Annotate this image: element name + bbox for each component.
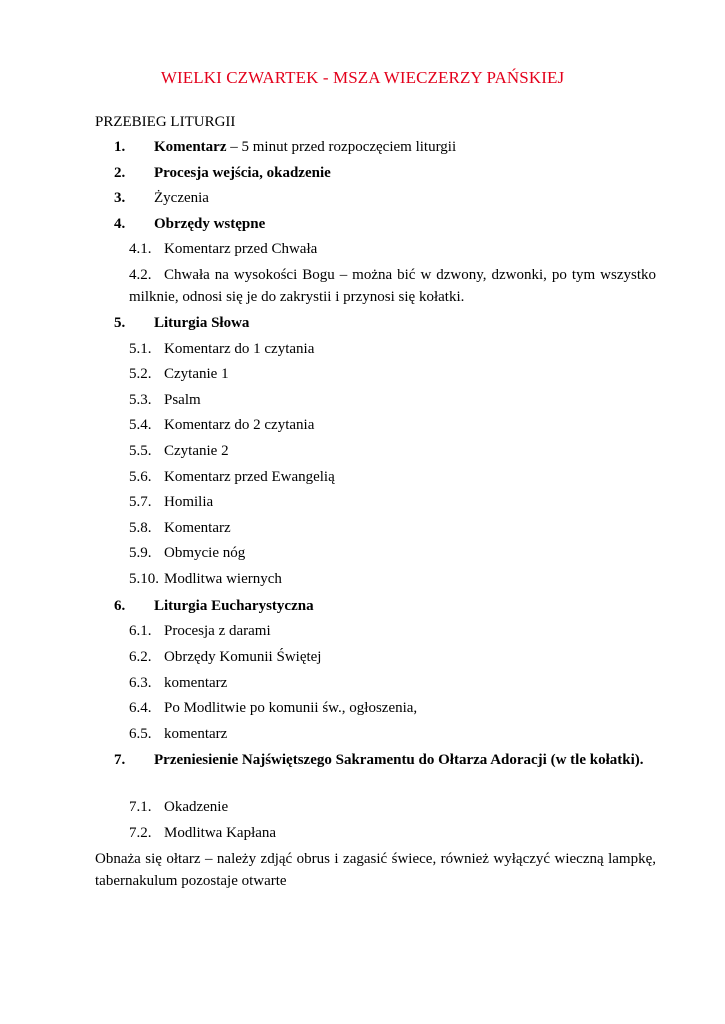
list-item-number: 1. <box>114 139 126 155</box>
section-heading: PRZEBIEG LITURGII <box>95 114 236 130</box>
sub-item-number: 5.5. <box>129 443 152 459</box>
sub-item-number: 5.8. <box>129 520 152 536</box>
list-item-number: 6. <box>114 598 126 614</box>
sub-item-text: Procesja z darami <box>164 623 271 639</box>
sub-item-number: 6.4. <box>129 700 152 716</box>
sub-item-number: 4.2. <box>129 267 152 283</box>
sub-item-text: Komentarz <box>164 520 231 536</box>
list-item-number: 4. <box>114 216 126 232</box>
sub-item-text: komentarz <box>164 726 228 742</box>
sub-item-text: Komentarz do 2 czytania <box>164 417 315 433</box>
sub-item-number: 5.10. <box>129 571 159 587</box>
sub-item-text: Chwała na wysokości Bogu – można bić w dzwony, dzwonki, po tym wszystko milknie, odnosi się je do zakrystii i przynosi się kołatki. <box>129 267 656 305</box>
sub-item-number: 5.3. <box>129 392 152 408</box>
sub-item-number: 5.2. <box>129 366 152 382</box>
list-item-bold-text: Obrzędy wstępne <box>154 216 266 232</box>
sub-item-text: Czytanie 2 <box>164 443 229 459</box>
list-item-number: 5. <box>114 315 126 331</box>
sub-item-text: Komentarz do 1 czytania <box>164 341 315 357</box>
sub-item-text: Obrzędy Komunii Świętej <box>164 649 322 665</box>
list-item-text: – 5 minut przed rozpoczęciem liturgii <box>226 139 457 155</box>
sub-item-number: 6.2. <box>129 649 152 665</box>
list-item-text: Przeniesienie Najświętszego Sakramentu do Ołtarza Adoracji (w tle kołatki). <box>154 752 644 768</box>
sub-item-text: Komentarz przed Chwała <box>164 241 318 257</box>
sub-item-number: 4.1. <box>129 241 152 257</box>
sub-item-4-2 <box>129 264 656 308</box>
sub-item-number: 5.1. <box>129 341 152 357</box>
sub-item-number: 6.3. <box>129 675 152 691</box>
sub-item-number: 6.5. <box>129 726 152 742</box>
sub-item-text: Komentarz przed Ewangelią <box>164 469 335 485</box>
sub-item-number: 6.1. <box>129 623 152 639</box>
list-item-bold-text: Procesja wejścia, okadzenie <box>154 165 331 181</box>
sub-item-text: komentarz <box>164 675 228 691</box>
list-item-bold-text: Komentarz <box>154 139 227 155</box>
closing-note: Obnaża się ołtarz – należy zdjąć obrus i zagasić świece, również wyłączyć wieczną lampkę, tabernakulum pozostaje otwarte <box>95 851 656 889</box>
list-item-number: 3. <box>114 190 126 206</box>
sub-item-number: 5.4. <box>129 417 152 433</box>
sub-item-number: 5.6. <box>129 469 152 485</box>
sub-item-number: 7.2. <box>129 825 152 841</box>
list-item-number: 2. <box>114 165 126 181</box>
list-item-bold-text: Liturgia Słowa <box>154 315 250 331</box>
sub-item-text: Homilia <box>164 494 214 510</box>
sub-item-number: 5.9. <box>129 545 152 561</box>
list-item-number: 7. <box>114 752 126 768</box>
list-item-text: Życzenia <box>154 190 209 206</box>
sub-item-text: Modlitwa Kapłana <box>164 825 277 841</box>
sub-item-number: 7.1. <box>129 799 152 815</box>
sub-item-text: Czytanie 1 <box>164 366 229 382</box>
list-item-bold-text: Liturgia Eucharystyczna <box>154 598 314 614</box>
sub-item-text: Modlitwa wiernych <box>164 571 282 587</box>
sub-item-number: 5.7. <box>129 494 152 510</box>
sub-item-text: Po Modlitwie po komunii św., ogłoszenia, <box>164 700 418 716</box>
document-title: WIELKI CZWARTEK - MSZA WIECZERZY PAŃSKIEJ <box>160 68 565 87</box>
sub-item-text: Obmycie nóg <box>164 545 246 561</box>
sub-item-text: Psalm <box>164 392 201 408</box>
sub-item-text: Okadzenie <box>164 799 229 815</box>
list-item-7 <box>114 749 656 793</box>
